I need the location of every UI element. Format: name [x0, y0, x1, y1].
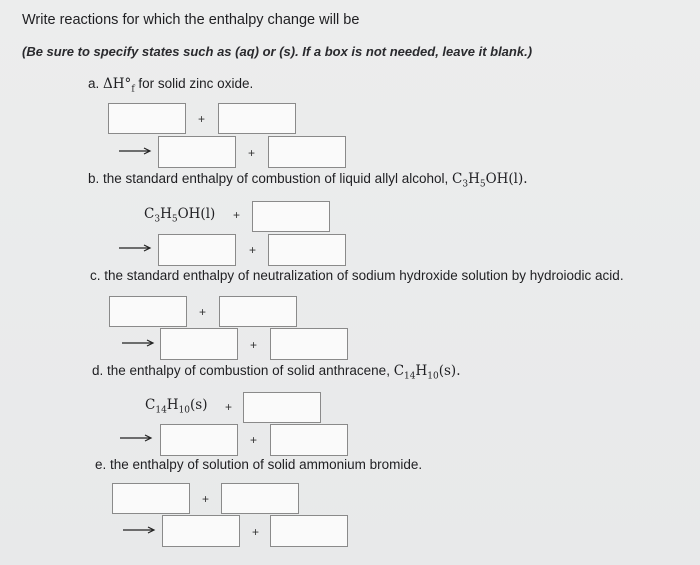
plus-sign: +: [250, 433, 258, 447]
answer-box-c-product-1[interactable]: [160, 328, 238, 360]
anthracene-formula: $C_{14}H_{10}(s)$.: [393, 363, 461, 382]
question-e: e. the enthalpy of solution of solid ammonium bromide.: [95, 457, 423, 472]
plus-sign: +: [250, 338, 258, 352]
question-b-label: b. the standard enthalpy of combustion of liquid allyl alcohol,: [88, 171, 452, 186]
answer-box-d-product-1[interactable]: [160, 424, 238, 456]
plus-sign: +: [225, 400, 233, 414]
answer-box-d-product-2[interactable]: [270, 424, 348, 456]
answer-box-c-reactant-1[interactable]: [109, 296, 187, 327]
instructions-note: (Be sure to specify states such as (aq) or (s). If a box is not needed, leave it blank.): [22, 44, 533, 59]
question-d: [92, 363, 461, 382]
plus-sign: +: [198, 112, 206, 126]
reactant-b-formula: $C_3H_5OH(l)$: [144, 206, 216, 225]
answer-box-c-reactant-2[interactable]: [219, 296, 297, 327]
answer-box-b-reactant-2[interactable]: [252, 201, 330, 232]
question-a-text: for solid zinc oxide.: [134, 76, 254, 91]
plus-sign: +: [248, 146, 256, 160]
answer-box-e-reactant-2[interactable]: [221, 483, 299, 514]
reaction-arrow-icon: [118, 146, 152, 156]
allyl-alcohol-formula: $C_3H_5OH(l)$.: [451, 171, 528, 190]
reaction-arrow-icon: [118, 243, 152, 253]
answer-box-a-reactant-2[interactable]: [218, 103, 296, 134]
answer-box-e-reactant-1[interactable]: [112, 483, 190, 514]
plus-sign: +: [202, 492, 210, 506]
plus-sign: +: [252, 525, 260, 539]
answer-box-b-product-2[interactable]: [268, 234, 346, 266]
reaction-arrow-icon: [121, 338, 155, 348]
reaction-arrow-icon: [122, 525, 156, 535]
answer-box-d-reactant-2[interactable]: [243, 392, 321, 423]
reactant-d-formula: $C_{14}H_{10}(s)$: [145, 397, 208, 416]
delta-h-symbol: $\Delta H^\circ_f$: [103, 76, 135, 95]
reaction-arrow-icon: [119, 433, 153, 443]
question-a: [88, 76, 253, 95]
answer-box-a-product-1[interactable]: [158, 136, 236, 168]
plus-sign: +: [249, 243, 257, 257]
question-d-label: d. the enthalpy of combustion of solid anthracene,: [92, 363, 394, 378]
plus-sign: +: [233, 208, 241, 222]
question-a-label: a.: [88, 76, 100, 91]
question-b: [88, 171, 528, 190]
answer-box-b-product-1[interactable]: [158, 234, 236, 266]
page-title: Write reactions for which the enthalpy change will be: [22, 12, 360, 28]
plus-sign: +: [199, 305, 207, 319]
answer-box-e-product-2[interactable]: [270, 515, 348, 547]
answer-box-e-product-1[interactable]: [162, 515, 240, 547]
answer-box-c-product-2[interactable]: [270, 328, 348, 360]
answer-box-a-reactant-1[interactable]: [108, 103, 186, 134]
question-c: c. the standard enthalpy of neutralization of sodium hydroxide solution by hydroiodic acid.: [90, 268, 624, 283]
answer-box-a-product-2[interactable]: [268, 136, 346, 168]
